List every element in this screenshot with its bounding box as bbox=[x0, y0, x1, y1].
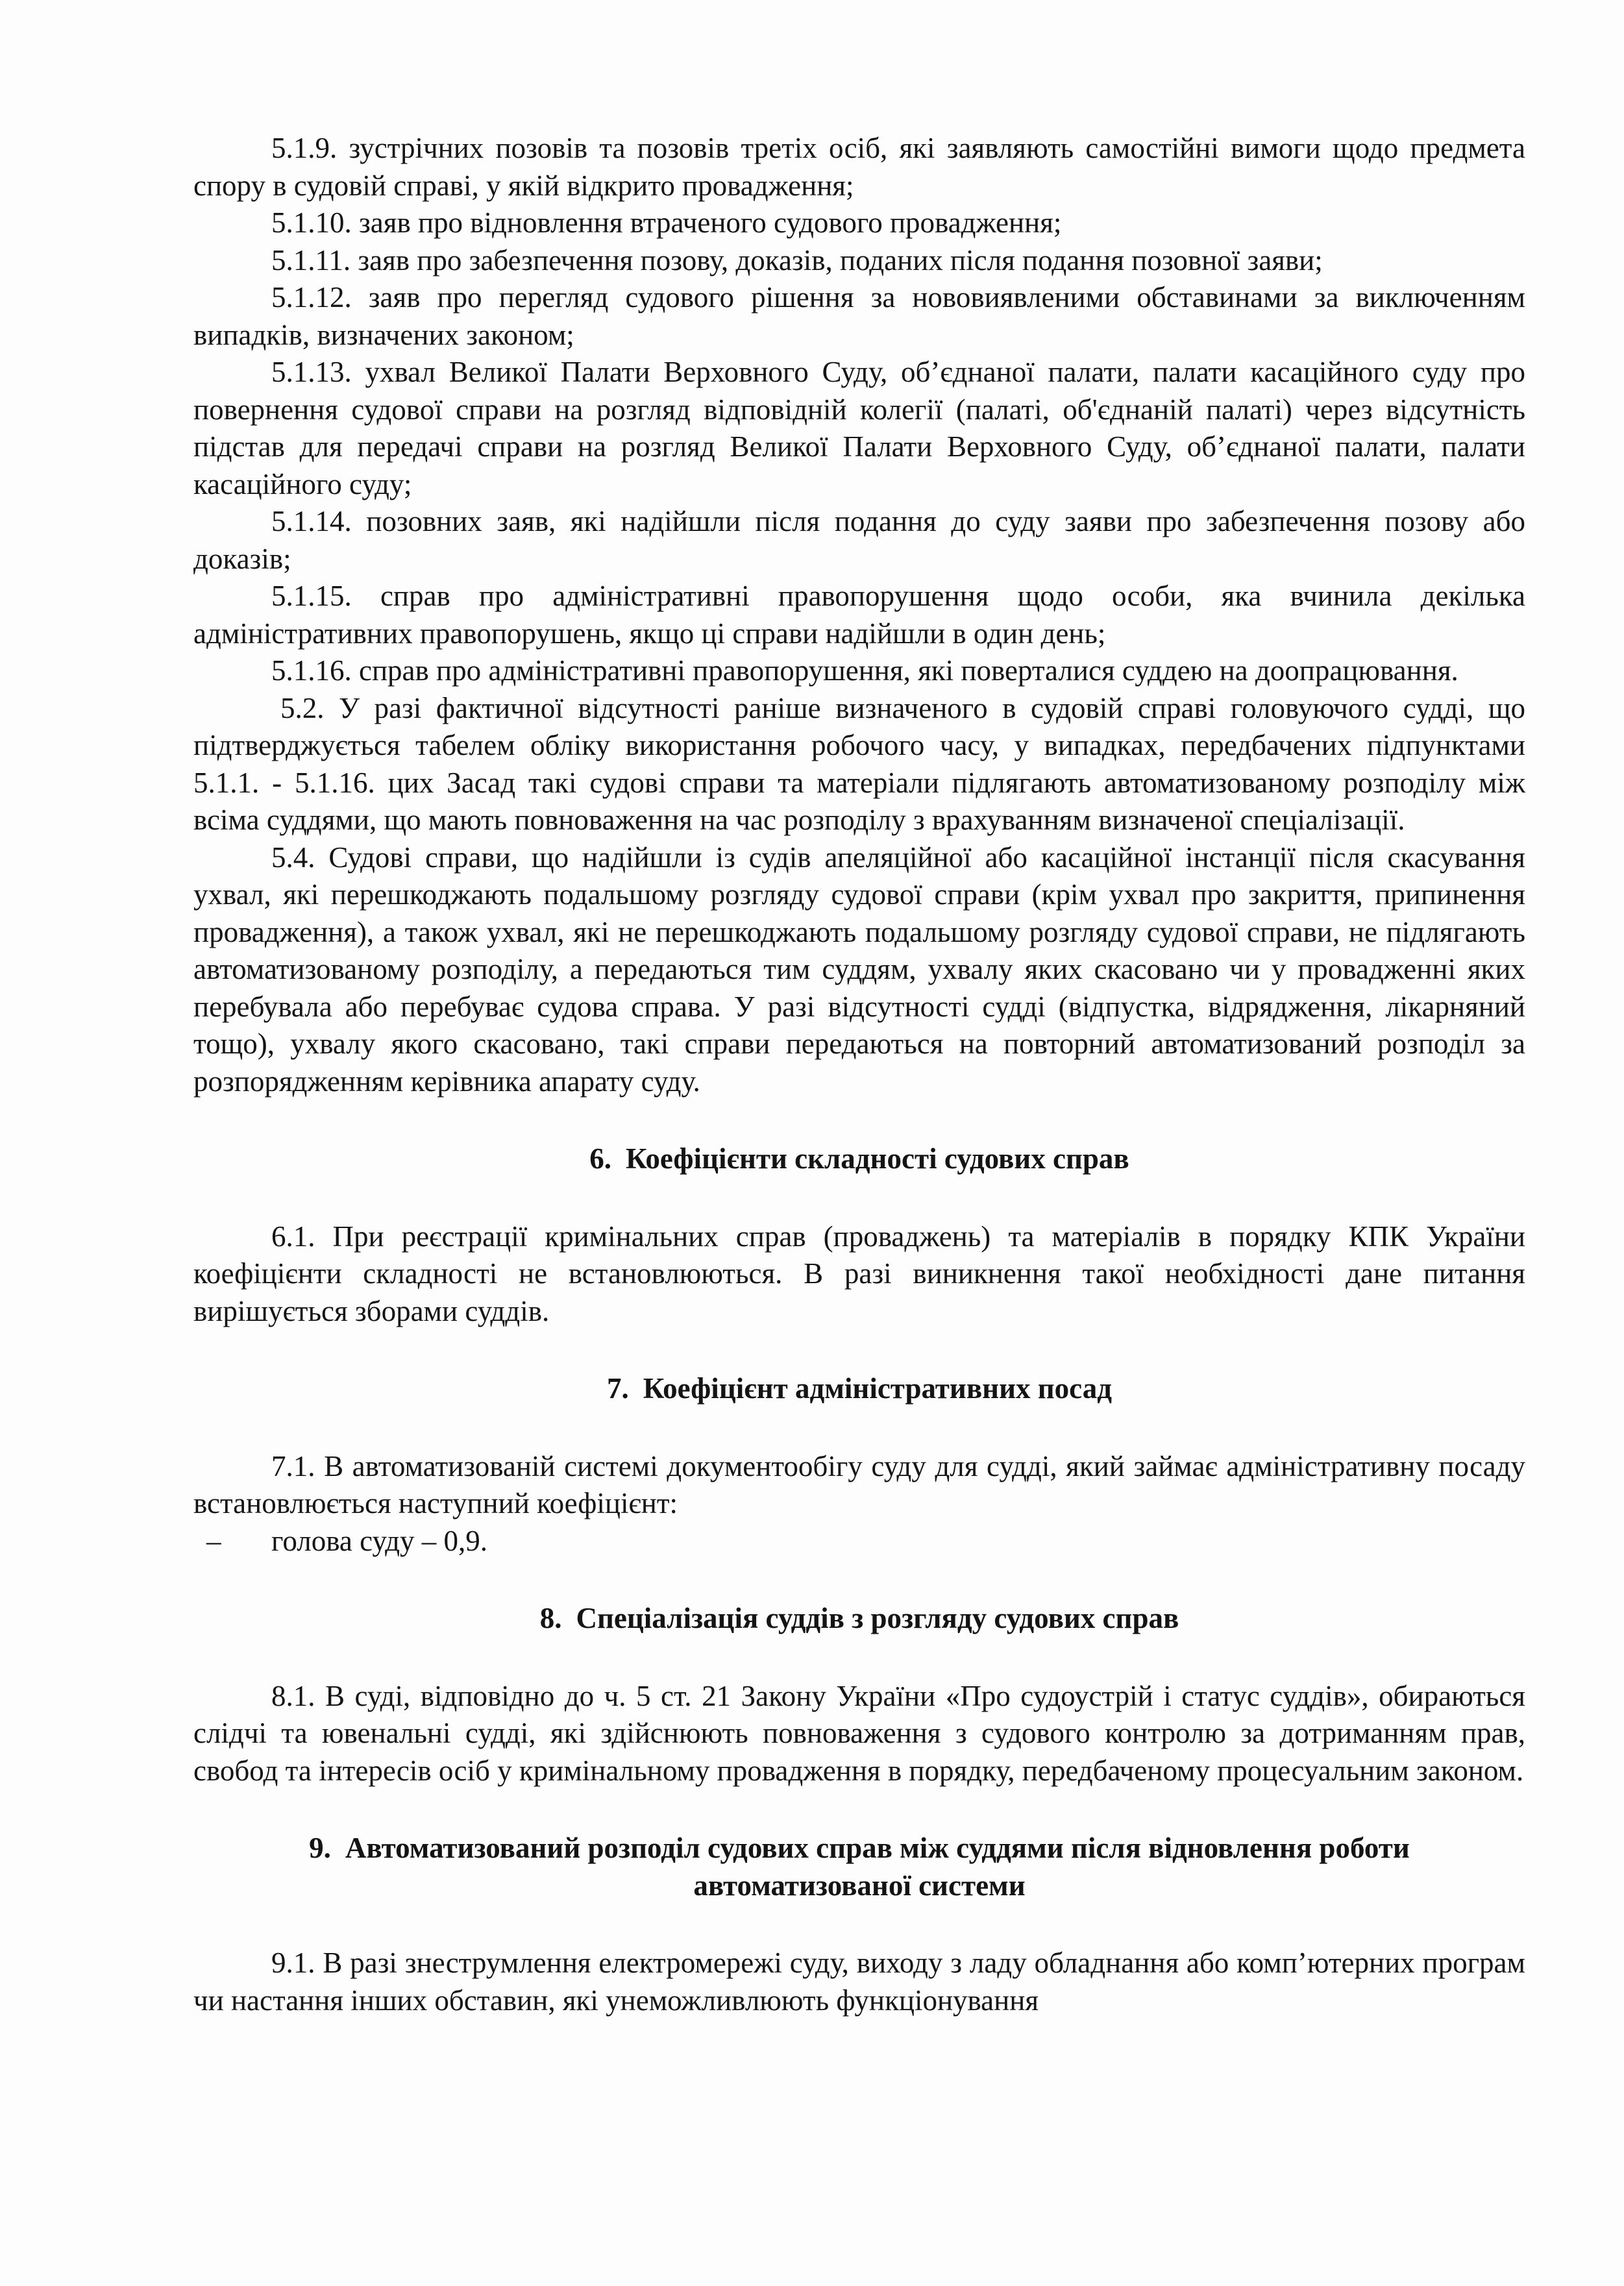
list-item-text: голова суду – 0,9. bbox=[271, 1524, 488, 1557]
section-9-heading bbox=[193, 1830, 1525, 1867]
section-7-number: 7. bbox=[607, 1372, 629, 1405]
paragraph-8-1: 8.1. В суді, відповідно до ч. 5 ст. 21 Закону України «Про судоустрій і статус суддів», обираються слідчі та ювенальні судді, які здійснюють повноваження з судового контролю за дотриманням прав, свобод та інтересів осіб у кримінальному провадження в порядку, передбаченому процесуальним законом. bbox=[193, 1679, 1525, 1787]
paragraph-5-1-13: 5.1.13. ухвал Великої Палати Верховного Суду, об’єднаної палати, палати касаційного суду про повернення судової справи на розгляд відповідній колегії (палаті, об'єднаній палаті) через відсутність підстав для передачі справи на розгляд Великої Палати Верховного Суду, об’єднаної палати, палати касаційного суду; bbox=[193, 356, 1525, 500]
document-body bbox=[193, 130, 1525, 2019]
section-9-number: 9. bbox=[309, 1832, 331, 1864]
paragraph-9-1: 9.1. В разі знеструмлення електромережі суду, виходу з ладу обладнання або комп’ютерних програм чи настання інших обставин, які унеможливлюють функціонування bbox=[193, 1947, 1525, 2017]
section-9-heading-line-2 bbox=[193, 1867, 1525, 1905]
paragraph-5-1-16: 5.1.16. справ про адміністративні правопорушення, які поверталися суддею на доопрацювання. bbox=[271, 654, 1458, 687]
section-8-number: 8. bbox=[539, 1602, 562, 1634]
paragraph-6-1: 6.1. При реєстрації кримінальних справ (проваджень) та матеріалів в порядку КПК України коефіцієнти складності не встановлюються. В разі виникнення такої необхідності дане питання вирішується зборами суддів. bbox=[193, 1220, 1525, 1327]
dash-marker: – bbox=[206, 1524, 221, 1557]
paragraph-5-2: 5.2. У разі фактичної відсутності раніше визначеного в судовій справі головуючого судді, що підтверджується табелем обліку використання робочого часу, у випадках, передбачених підпунктами 5.1.1. - 5.1.16. цих Засад такі судові справи та матеріали підлягають автоматизованому розподілу між всіма суддями, що мають повноваження на час розподілу з врахуванням визначеної спеціалізації. bbox=[193, 691, 1525, 836]
list-item bbox=[193, 1523, 1525, 1560]
paragraph-7-1: 7.1. В автоматизованій системі документообігу суду для судді, який займає адміністративну посаду встановлюється наступний коефіцієнт: bbox=[193, 1449, 1525, 1519]
paragraph-5-1-11: 5.1.11. заяв про забезпечення позову, доказів, поданих після подання позовної заяви; bbox=[271, 243, 1323, 277]
section-7-title: Коефіцієнт адміністративних посад bbox=[643, 1372, 1112, 1405]
section-8-title: Спеціалізація суддів з розгляду судових справ bbox=[576, 1602, 1179, 1634]
section-6-heading bbox=[193, 1140, 1525, 1178]
section-9-title-line-1: Автоматизований розподіл судових справ між суддями після відновлення роботи bbox=[345, 1832, 1410, 1864]
section-6-title: Коефіцієнти складності судових справ bbox=[626, 1142, 1129, 1175]
section-7-heading bbox=[193, 1370, 1525, 1408]
paragraph-5-1-10: 5.1.10. заяв про відновлення втраченого судового провадження; bbox=[271, 206, 1062, 239]
paragraph-5-1-12: 5.1.12. заяв про перегляд судового рішення за нововиявленими обставинами за виключенням випадків, визначених законом; bbox=[193, 281, 1525, 351]
section-6-number: 6. bbox=[589, 1142, 612, 1175]
section-9-title-line-2: автоматизованої системи bbox=[693, 1869, 1026, 1902]
paragraph-5-1-15: 5.1.15. справ про адміністративні правопорушення щодо особи, яка вчинила декілька адміністративних правопорушень, якщо ці справи надійшли в один день; bbox=[193, 580, 1525, 650]
paragraph-5-1-14: 5.1.14. позовних заяв, які надійшли після подання до суду заяви про забезпечення позову або доказів; bbox=[193, 505, 1525, 575]
section-8-heading bbox=[193, 1600, 1525, 1638]
paragraph-5-1-9: 5.1.9. зустрічних позовів та позовів третіх осіб, які заявляють самостійні вимоги щодо предмета спору в судовій справі, у якій відкрито провадження; bbox=[193, 132, 1525, 202]
paragraph-5-4: 5.4. Судові справи, що надійшли із судів апеляційної або касаційної інстанції після скасування ухвал, які перешкоджають подальшому розгляду судової справи (крім ухвал про закриття, припинення провадження), а також ухвал, які не перешкоджають подальшому розгляду судової справи, не підлягають автоматизованому розподілу, а передаються тим суддям, ухвалу яких скасовано чи у провадженні яких перебувала або перебуває судова справа. У разі відсутності судді (відпустка, відрядження, лікарняний тощо), ухвалу якого скасовано, такі справи передаються на повторний автоматизований розподіл за розпорядженням керівника апарату суду. bbox=[193, 841, 1525, 1098]
